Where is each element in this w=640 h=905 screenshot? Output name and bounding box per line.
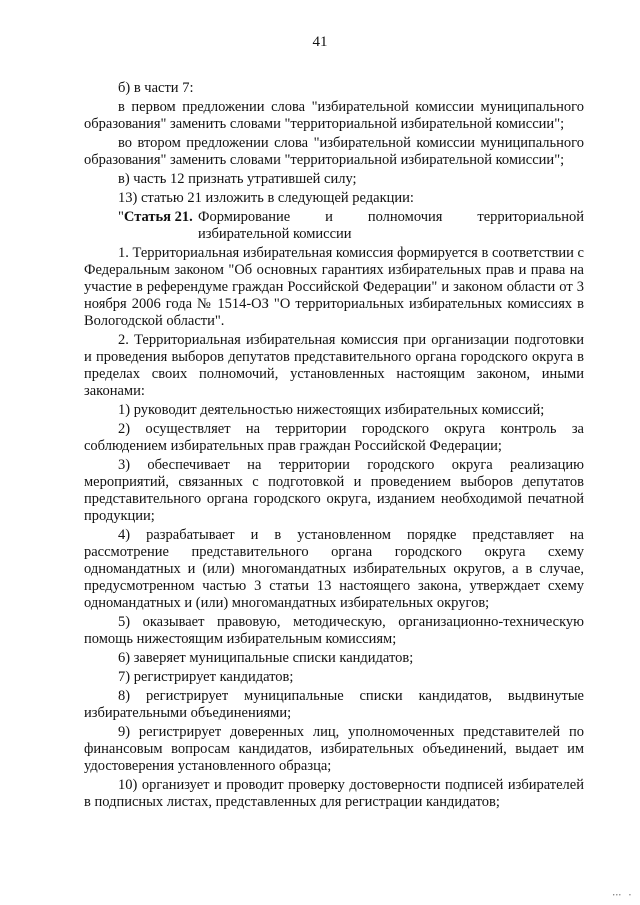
article-number: [84, 209, 198, 226]
list-item: 6) заверяет муниципальные списки кандидатов;: [118, 650, 414, 666]
article-number-label: Статья 21.: [123, 209, 193, 225]
list-item: 7) регистрирует кандидатов;: [118, 669, 294, 685]
article-title: Формирование и полномочия территориальной избирательной комиссии: [198, 209, 584, 242]
page-number: 41: [312, 34, 328, 50]
scan-marks: ••• •: [612, 893, 632, 899]
paragraph-article-21-intro: 13) статью 21 изложить в следующей редакции:: [118, 190, 414, 206]
list-item: 5) оказывает правовую, методическую, организационно-техническую помощь нижестоящим избирательным комиссиям;: [84, 614, 584, 647]
paragraph-part-12: в) часть 12 признать утратившей силу;: [118, 171, 357, 187]
list-item: 1. Территориальная избирательная комиссия формируется в соответствии с Федеральным законом "Об основных гарантиях избирательных прав и права на участие в референдуме граждан Российской Федерации" и законом области от 3 ноября 2006 года № 1514-ОЗ "О территориальных избирательных комиссиях в Вологодской области".: [84, 245, 584, 329]
list-item: 3) обеспечивает на территории городского округа реализацию мероприятий, связанных с подготовкой и проведением выборов депутатов представительного органа городского округа, изданием необходимой печатной продукции;: [84, 457, 584, 524]
list-item: 10) организует и проводит проверку достоверности подписей избирателей в подписных листах, представленных для регистрации кандидатов;: [84, 777, 584, 810]
paragraph-first-sentence: в первом предложении слова "избирательной комиссии муниципального образования" заменить словами "территориальной избирательной комиссии";: [84, 99, 584, 132]
list-item: 2. Территориальная избирательная комиссия при организации подготовки и проведения выборов депутатов представительного органа городского округа в пределах своих полномочий, установленных настоящим законом, иными законами:: [84, 332, 584, 399]
article-heading: [84, 209, 584, 243]
paragraph-part-7: б) в части 7:: [118, 80, 194, 96]
list-item: 8) регистрирует муниципальные списки кандидатов, выдвинутые избирательными объединениями;: [84, 688, 584, 721]
list-item: 4) разрабатывает и в установленном порядке представляет на рассмотрение представительного органа городского округа схему одномандатных и (или) многомандатных избирательных округов, а в случае, предусмотренном частью 3 статьи 13 настоящего закона, утверждает схему одномандатных и (или) многомандатных избирательных округов;: [84, 527, 584, 611]
document-body: [84, 80, 584, 813]
list-item: 9) регистрирует доверенных лиц, уполномоченных представителей по финансовым вопросам кандидатов, избирательных объединений, выдает им удостоверения установленного образца;: [84, 724, 584, 774]
list-item: 2) осуществляет на территории городского округа контроль за соблюдением избирательных прав граждан Российской Федерации;: [84, 421, 584, 454]
list-item: 1) руководит деятельностью нижестоящих избирательных комиссий;: [118, 402, 545, 418]
paragraph-second-sentence: во втором предложении слова "избирательной комиссии муниципального образования" заменить словами "территориальной избирательной комиссии";: [84, 135, 584, 168]
article-open-quote: ": [118, 209, 124, 225]
